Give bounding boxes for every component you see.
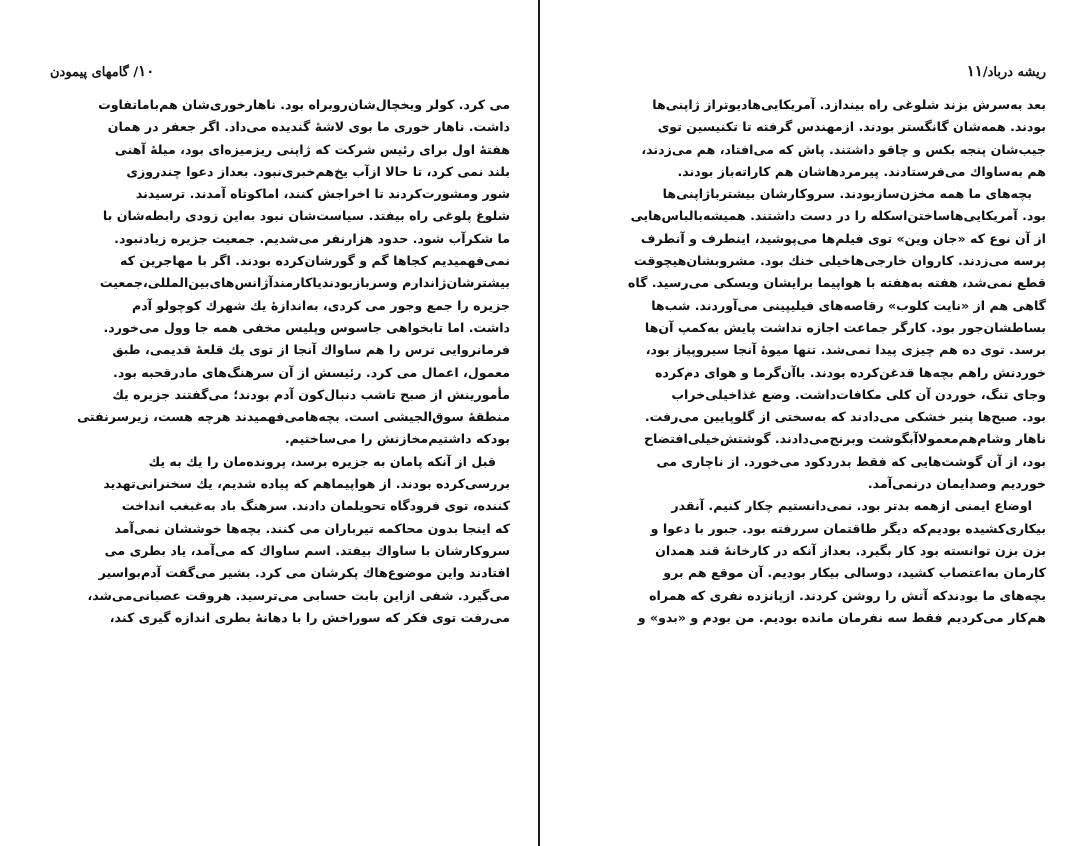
running-head-left — [50, 62, 510, 84]
text-line: می‌رفت توی فکر که سوراخش را با دهانهٔ بطری اندازه گیری کند، — [109, 609, 510, 625]
text-line: بود. آمریکایی‌هاساختن‌اسکله را در دست داشتند. همیشه‌بالباس‌هایی — [630, 208, 1046, 224]
text-line: داشت. اما تابخواهی جاسوس وپلیس مخفی همه جا وول می‌خورد. — [103, 319, 510, 335]
text-line: هم‌کار می‌کردیم فقط سه نفرمان مانده بودیم. من بودم و «بدو» و — [637, 609, 1046, 625]
running-head-title: ریشه درباد — [987, 65, 1046, 80]
text-line: وجای تنگ، خوردن آن کلی مکافات‌داشت. وضع غذاخیلی‌خراب — [671, 386, 1046, 402]
paragraph-start-line: قبل از آنکه پامان به جزیره برسد، پرونده‌مان را یك به یك — [148, 453, 496, 469]
text-line: پرسه می‌زدند. کاروان خارجی‌هاخیلی خنك بود. مشروبشان‌هیچوقت — [633, 253, 1046, 269]
text-line: ما شکرآب شود. حدود هزارنفر می‌شدیم. جمعیت جزیره زیادنبود. — [114, 230, 510, 246]
right-page — [603, 0, 1046, 846]
text-line: داشت. ناهار خوری ما بوی لاشهٔ گندیده می‌داد. اگر جعفر در همان — [107, 119, 510, 135]
text-line: افتادند واین موضوع‌هاك پکرشان می کرد. بشیر می‌گفت آدم‌بو‌اسیر — [98, 565, 510, 581]
running-head-title: گامهای پیمودن — [50, 65, 129, 80]
head-separator: / — [133, 65, 139, 80]
text-line: که اینجا بدون محاکمه تیرباران می کنند. بچه‌ها خوششان نمی‌آمد — [114, 520, 510, 536]
text-line: شلوغ پلوغی راه بیفتد. سیاست‌شان نبود به‌این زودی رابطه‌شان با — [102, 208, 510, 224]
body-text-right — [603, 94, 1046, 629]
text-line: بررسی‌کرده بودند. از هواپیماهم که پیاده شدیم، یك سخنرانی‌تهدید — [103, 476, 510, 492]
paragraph-start-line: اوضاع ایمنی ازهمه بدتر بود. نمی‌دانستیم چکار کنیم. آنقدر — [671, 498, 1032, 514]
text-line: معمول، اعمال می کرد. رئیسش از آن سرهنگ‌های مادرقحبه بود. — [113, 364, 510, 380]
text-line: از آن نوع که «جان وین» توی فیلم‌ها می‌پوشید، اینطرف و آنطرف — [640, 230, 1046, 246]
text-line: بچه‌های ما بودند‌که آتش را روشن کردند. ازپانزده نفری که همراه — [649, 587, 1046, 603]
page-number: ۱۰ — [138, 62, 155, 80]
text-line: بود. صبح‌ها پنیر خشکی می‌دادند که به‌سختی از گلوپایین می‌رفت. — [644, 409, 1046, 425]
page-gutter — [538, 0, 540, 846]
text-line: جزیره را جمع وجور می کردی، به‌اندازهٔ یك شهرك کوچولو آدم — [131, 297, 510, 313]
text-line: بساطشان‌جور بود. کارگر جماعت اجازه نداشت پایش به‌کمپ آن‌ها — [644, 319, 1046, 335]
text-line: گاهی هم از «نایت کلوب» رقاصه‌های فیلیپینی می‌آوردند. شب‌ها — [651, 297, 1046, 313]
text-line: شور ومشورت‌کردند تا اخراجش کنند، اماکوتاه آمدند. ترسیدند — [135, 186, 510, 202]
paragraph-start-line: بچه‌های ما همه مخزن‌سازبودند. سروکارشان بیشترباژاپنی‌ها — [662, 186, 1032, 202]
text-line: کارمان به‌اعتصاب کشید، دوسالی بیکار بودیم. آن موقع هم برو — [663, 565, 1046, 581]
text-line: بعد به‌سرش بزند شلوغی راه بیندازد. آمریکایی‌هادیوتراز ژاپنی‌ها — [652, 97, 1046, 112]
left-page — [50, 0, 510, 846]
text-line: بودکه داشتیم‌مخازنش را می‌ساختیم. — [284, 431, 510, 447]
text-line: می کرد. کولر ویخچال‌شان‌روبراه بود. ناهارخوری‌شان هم‌باماتفاوت — [98, 97, 510, 112]
text-line: قطع نمی‌شد، هفته به‌هفته با هواپیما برایشان ویسکی می‌رسید. گاه‌ — [627, 275, 1046, 291]
text-line: هفتهٔ اول برای رئیس شرکت که ژاپنی ریزمیزه‌ای بود، میلهٔ آهنی — [114, 141, 510, 157]
running-head-right — [603, 62, 1046, 84]
text-line: جیب‌شان پنجه بکس و چاقو داشتند. پاش که می‌افتاد، هم می‌زدند، — [641, 141, 1046, 157]
text-line: ناهار وشام‌هم‌معمولاآبگوشت وبرنج‌می‌دادند. گوشتش‌خیلی‌افتضاح — [643, 431, 1046, 447]
text-line: سروکارشان با ساواك بیفتد. اسم ساواك که می‌آمد، یاد بطری می‌ — [104, 542, 510, 558]
text-line: بودند. همه‌شان گانگستر بودند. ازمهندس گرفته تا تکنیسین توی — [657, 119, 1046, 135]
text-line: خوردیم وصدایمان درنمی‌آمد. — [867, 476, 1046, 492]
text-line: بیشترشان‌ژاندارم وسربازبودندیاکارمندآژانس‌های‌بین‌المللی،جمعیت — [99, 275, 510, 291]
text-line: بود، از آن گوشت‌هایی که فقط بدردکود می‌خورد. از ناچاری می‌ — [656, 453, 1046, 469]
text-line: مأمورینش از صبح تاشب دنبال‌کون آدم بودند؛ می‌گفتند جزیره یك — [112, 386, 510, 402]
text-line: بلند نمی کرد، تا حالا ازآب یخ‌هم‌خبری‌نبود. بعداز دعوا چندروزی — [126, 163, 510, 179]
text-line: می‌گیرد. شفی ازاین بابت حسابی می‌ترسید. هروقت عصبانی‌می‌شد، — [87, 587, 510, 603]
text-line: بزن بزن توانسته بود کار بگیرد. بعداز آنکه در کارخانهٔ قند همدان — [655, 542, 1046, 558]
text-line: هم به‌ساواك می‌فرستادند. پیرمردهاشان هم کاراته‌باز بودند. — [677, 163, 1046, 179]
page-number: ۱۱ — [966, 62, 983, 80]
text-line: نمی‌فهمیدیم کجاها گم و گورشان‌کرده بودند. اگر با مهاجرین که — [120, 253, 510, 269]
text-line: کننده، توی فرودگاه تحویلمان دادند. سرهنگ باد به‌غبغب انداخت — [121, 498, 510, 514]
text-line: بیکاری‌کشیده بودیم‌که دیگر طاقتمان سررفته بود. جبور با دعوا و — [650, 520, 1046, 536]
text-line: خوردنش راهم بچه‌ها قدغن‌کرده بودند. باآن‌گرما و هوای دم‌کرده — [654, 364, 1046, 380]
text-line: فرمانروایی ترس را هم ساواك آنجا از توی یك قلعهٔ قدیمی، طبق — [112, 342, 510, 358]
head-separator: / — [982, 65, 988, 80]
text-line: برسد. توی ده هم چیزی پیدا نمی‌شد. تنها میوهٔ آنجا سیروپیاز بود، — [645, 342, 1046, 358]
text-line: منطقهٔ سوق‌الجیشی است. بچه‌هامی‌فهمیدند هرچه هست، زیرسرنفتی — [77, 409, 510, 425]
body-text-left — [50, 94, 510, 629]
